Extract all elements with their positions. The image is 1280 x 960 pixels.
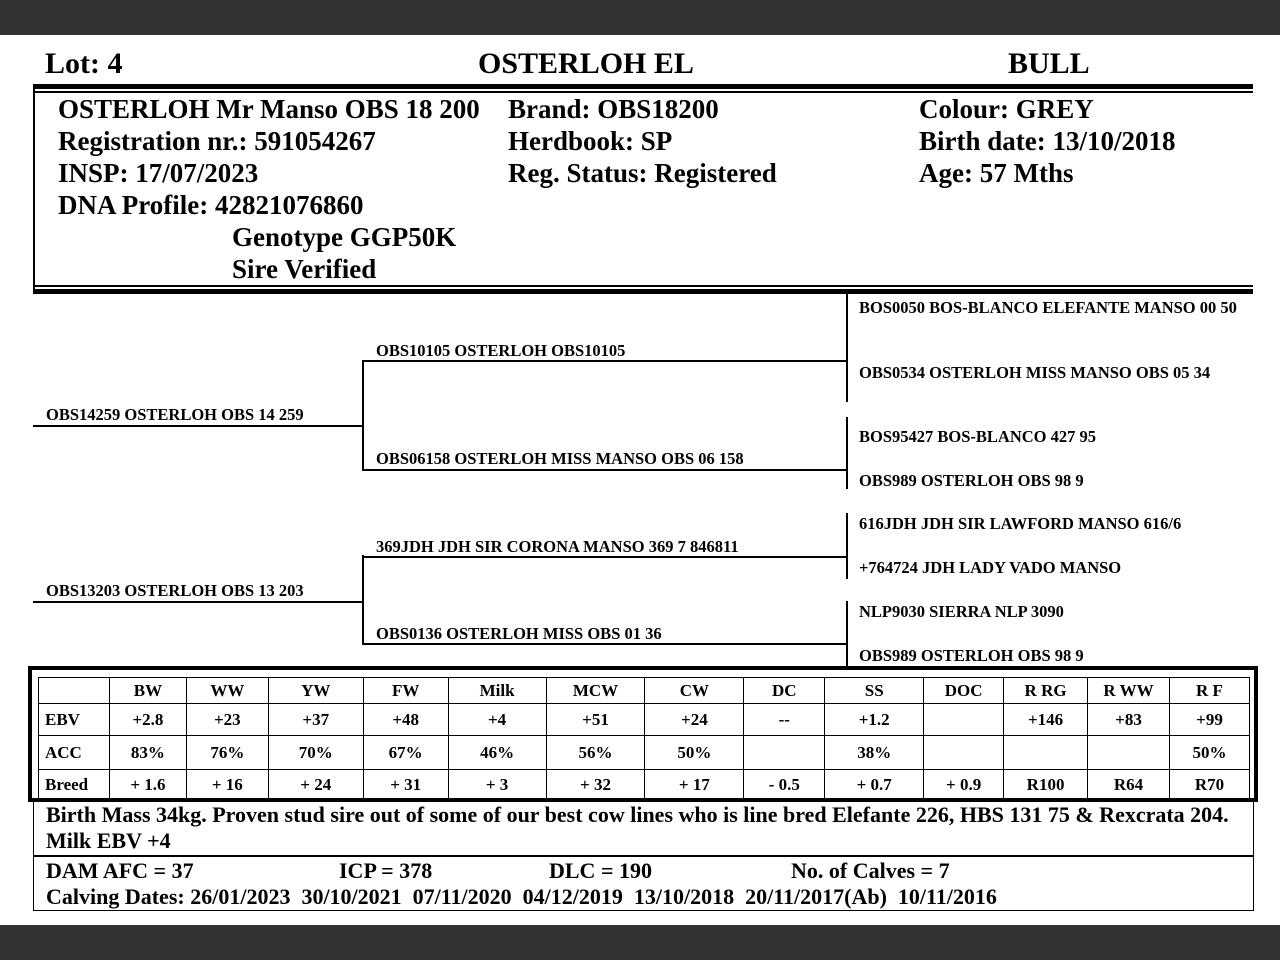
breed-cell: - 0.5	[744, 770, 825, 800]
dam-dlc: DLC = 190	[549, 858, 652, 883]
breed-cell: + 24	[268, 770, 363, 800]
pedigree-sire-dam: OBS06158 OSTERLOH MISS MANSO OBS 06 158	[376, 449, 744, 468]
acc-cell: 46%	[448, 736, 546, 770]
ebv-cell: +23	[186, 704, 268, 736]
acc-cell	[1004, 736, 1088, 770]
acc-cell: 76%	[186, 736, 268, 770]
ebv-col-header: MCW	[546, 678, 645, 704]
pedigree-dds: NLP9030 SIERRA NLP 3090	[859, 602, 1064, 621]
breed-cell: + 17	[645, 770, 744, 800]
ebv-header-row	[39, 678, 1250, 704]
ebv-col-header: CW	[645, 678, 744, 704]
info-rule-thin	[33, 285, 1253, 287]
pedigree-line	[33, 601, 363, 603]
breed-cell: + 31	[363, 770, 448, 800]
ebv-cell: +4	[448, 704, 546, 736]
ebv-cell: +24	[645, 704, 744, 736]
breed-cell: R70	[1169, 770, 1249, 800]
lot-number: Lot: 4	[45, 47, 123, 80]
calving-dates: Calving Dates: 26/01/2023 30/10/2021 07/11/2020 04/12/2019 13/10/2018 20/11/2017(Ab) 10/11/2016	[46, 884, 997, 909]
dam-afc: DAM AFC = 37	[46, 858, 194, 883]
pedigree-sire: OBS14259 OSTERLOH OBS 14 259	[46, 405, 304, 424]
ebv-col-header: R F	[1169, 678, 1249, 704]
ebv-col-header	[39, 678, 110, 704]
ebv-cell: --	[744, 704, 825, 736]
pedigree-dss: 616JDH JDH SIR LAWFORD MANSO 616/6	[859, 514, 1182, 533]
sale-catalogue-page	[0, 35, 1280, 925]
sire-verified: Sire Verified	[232, 254, 377, 284]
pedigree-sds: BOS95427 BOS-BLANCO 427 95	[859, 427, 1096, 446]
pedigree-dam: OBS13203 OSTERLOH OBS 13 203	[46, 581, 304, 600]
dam-calves: No. of Calves = 7	[791, 858, 950, 883]
breed-cell: + 0.7	[825, 770, 924, 800]
pedigree-line	[33, 425, 363, 427]
ebv-col-header: YW	[268, 678, 363, 704]
breed-cell: + 1.6	[109, 770, 186, 800]
pedigree-line	[362, 360, 847, 362]
pedigree-dam-dam: OBS0136 OSTERLOH MISS OBS 01 36	[376, 624, 662, 643]
info-left-border	[33, 84, 35, 290]
ebv-col-header: Milk	[448, 678, 546, 704]
ebv-cell: +51	[546, 704, 645, 736]
animal-sex: BULL	[1008, 47, 1090, 80]
acc-row-label: ACC	[39, 736, 110, 770]
registration-number: Registration nr.: 591054267	[58, 126, 376, 156]
pedigree-bracket	[846, 513, 848, 579]
acc-cell	[1088, 736, 1170, 770]
breed-row-label: Breed	[39, 770, 110, 800]
breed-cell: + 3	[448, 770, 546, 800]
pedigree-dsd: +764724 JDH LADY VADO MANSO	[859, 558, 1122, 577]
ebv-cell: +37	[268, 704, 363, 736]
acc-cell: 38%	[825, 736, 924, 770]
breed-row	[39, 770, 1250, 800]
ebv-row-label: EBV	[39, 704, 110, 736]
pedigree-bracket	[846, 294, 848, 402]
ebv-col-header: DOC	[924, 678, 1004, 704]
acc-cell: 56%	[546, 736, 645, 770]
remarks-box	[33, 800, 1254, 857]
acc-cell: 67%	[363, 736, 448, 770]
animal-name: OSTERLOH Mr Manso OBS 18 200	[58, 94, 480, 124]
pedigree-bracket	[846, 417, 848, 489]
pedigree-line	[362, 643, 847, 645]
acc-cell: 50%	[645, 736, 744, 770]
acc-cell: 50%	[1169, 736, 1249, 770]
breed-cell: + 16	[186, 770, 268, 800]
remarks-text: Birth Mass 34kg. Proven stud sire out of some of our best cow lines who is line bred Elefante 226, HBS 131 75 & Rexcrata 204. Milk EBV +4	[46, 802, 1229, 853]
brand: Brand: OBS18200	[508, 94, 719, 124]
pedigree-bracket	[362, 555, 364, 644]
pedigree-ssd: OBS0534 OSTERLOH MISS MANSO OBS 05 34	[859, 363, 1211, 382]
pedigree-ddd: OBS989 OSTERLOH OBS 98 9	[859, 646, 1084, 665]
breed-cell: + 0.9	[924, 770, 1004, 800]
acc-cell: 83%	[109, 736, 186, 770]
ebv-cell: +146	[1004, 704, 1088, 736]
ebv-table	[38, 677, 1250, 800]
ebv-cell: +83	[1088, 704, 1170, 736]
ebv-row	[39, 704, 1250, 736]
breed-cell: R64	[1088, 770, 1170, 800]
acc-cell	[924, 736, 1004, 770]
pedigree-sdd: OBS989 OSTERLOH OBS 98 9	[859, 471, 1084, 490]
breed-cell: + 32	[546, 770, 645, 800]
age: Age: 57 Mths	[919, 158, 1074, 188]
pedigree-bracket	[846, 601, 848, 667]
pedigree-line	[362, 469, 847, 471]
pedigree-bracket	[362, 360, 364, 470]
pedigree-dam-sire: 369JDH JDH SIR CORONA MANSO 369 7 846811	[376, 537, 739, 556]
breed-cell: R100	[1004, 770, 1088, 800]
herdbook: Herdbook: SP	[508, 126, 673, 156]
ebv-col-header: R RG	[1004, 678, 1088, 704]
ebv-cell: +2.8	[109, 704, 186, 736]
ebv-col-header: R WW	[1088, 678, 1170, 704]
breeder-name: OSTERLOH EL	[478, 47, 694, 80]
pedigree-sss: BOS0050 BOS-BLANCO ELEFANTE MANSO 00 50	[859, 298, 1237, 317]
ebv-col-header: DC	[744, 678, 825, 704]
birth-date: Birth date: 13/10/2018	[919, 126, 1176, 156]
registration-status: Reg. Status: Registered	[508, 158, 777, 188]
ebv-col-header: BW	[109, 678, 186, 704]
ebv-cell: +48	[363, 704, 448, 736]
ebv-col-header: WW	[186, 678, 268, 704]
pedigree-sire-sire: OBS10105 OSTERLOH OBS10105	[376, 341, 626, 360]
dna-profile: DNA Profile: 42821076860	[58, 190, 364, 220]
pedigree-line	[362, 556, 847, 558]
info-rule-thick	[33, 289, 1253, 294]
ebv-cell: +99	[1169, 704, 1249, 736]
genotype: Genotype GGP50K	[232, 222, 457, 252]
inspection-date: INSP: 17/07/2023	[58, 158, 259, 188]
ebv-col-header: SS	[825, 678, 924, 704]
ebv-table-frame	[28, 666, 1258, 802]
acc-cell: 70%	[268, 736, 363, 770]
acc-cell	[744, 736, 825, 770]
dam-icp: ICP = 378	[339, 858, 433, 883]
ebv-cell	[924, 704, 1004, 736]
dam-stats-box	[33, 855, 1254, 911]
ebv-col-header: FW	[363, 678, 448, 704]
ebv-cell: +1.2	[825, 704, 924, 736]
acc-row	[39, 736, 1250, 770]
colour: Colour: GREY	[919, 94, 1094, 124]
header-rule-thick	[33, 84, 1253, 89]
